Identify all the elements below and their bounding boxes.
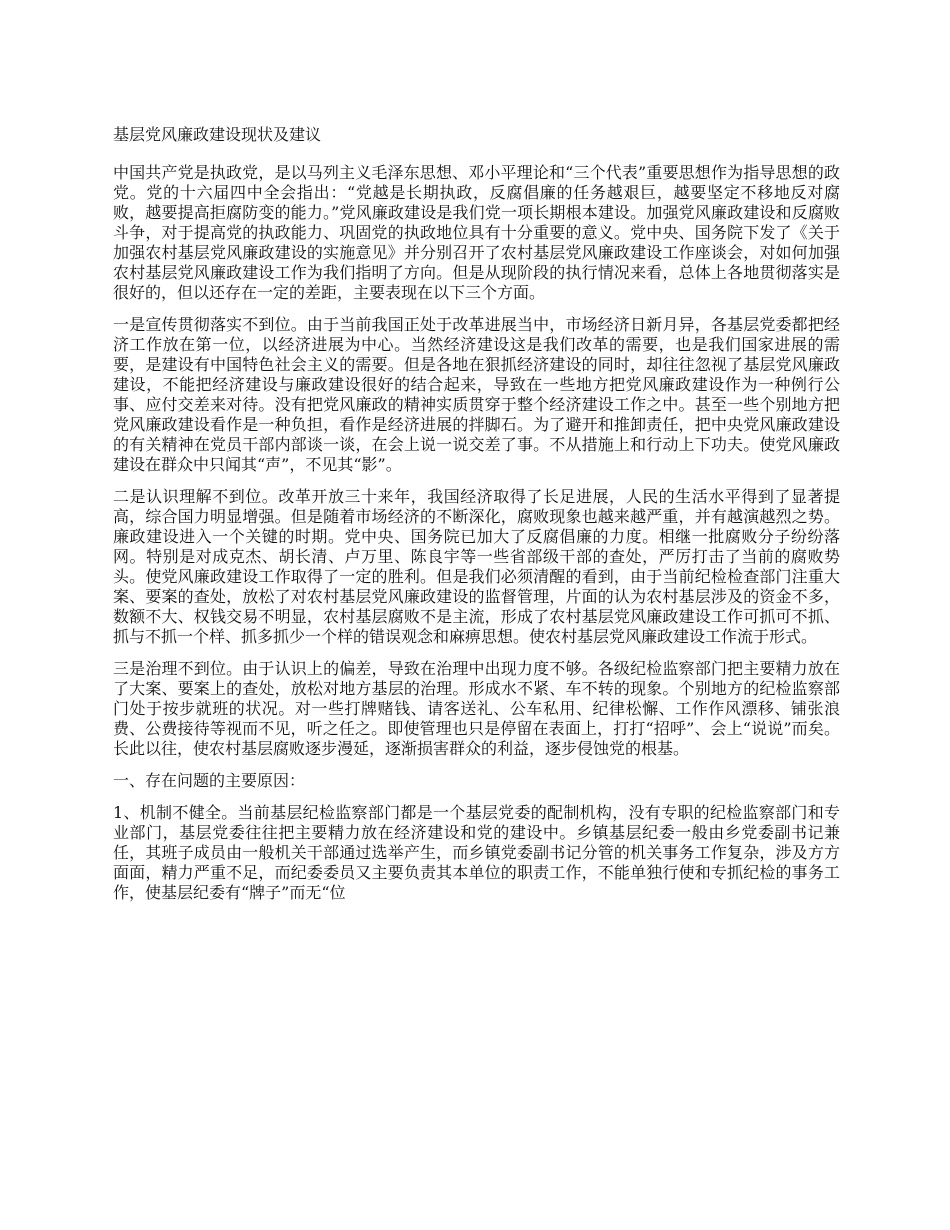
paragraph-point-three: 三是治理不到位。由于认识上的偏差，导致在治理中出现力度不够。各级纪检监察部门把主要精力放在了大案、要案上的查处，放松对地方基层的治理。形成水不紧、车不转的现象。个别地方的纪检监察部门处于按步就班的状况。对一些打牌赌钱、请客送礼、公车私用、纪律松懈、工作作风漂移、铺张浪费、公费接待等视而不见，听之任之。即使管理也只是停留在表面上，打打“招呼”、会上“说说”而矣。长此以往，使农村基层腐败逐步漫延，逐渐损害群众的利益，逐步侵蚀党的根基。 [113, 659, 840, 758]
document-page [113, 125, 840, 915]
document-title: 基层党风廉政建设现状及建议 [113, 125, 322, 144]
section-heading-causes: 一、存在问题的主要原因： [113, 771, 306, 790]
paragraph-point-two: 二是认识理解不到位。改革开放三十来年，我国经济取得了长足进展，人民的生活水平得到了显著提高，综合国力明显增强。但是随着市场经济的不断深化，腐败现象也越来越严重，并有越演越烈之势。廉政建设进入一个关键的时期。党中央、国务院已加大了反腐倡廉的力度。相继一批腐败分子纷纷落网。特别是对成克杰、胡长清、卢万里、陈良宇等一些省部级干部的查处，严厉打击了当前的腐败势头。使党风廉政建设工作取得了一定的胜利。但是我们必须清醒的看到，由于当前纪检检查部门注重大案、要案的查处，放松了对农村基层党风廉政建设的监督管理，片面的认为农村基层涉及的资金不多，数额不大、权钱交易不明显，农村基层腐败不是主流，形成了农村基层党风廉政建设工作可抓可不抓、抓与不抓一个样、抓多抓少一个样的错误观念和麻痹思想。使农村基层党风廉政建设工作流于形式。 [113, 487, 840, 646]
paragraph-cause-one: 1、机制不健全。当前基层纪检监察部门都是一个基层党委的配制机构，没有专职的纪检监察部门和专业部门，基层党委往往把主要精力放在经济建设和党的建设中。乡镇基层纪委一般由乡党委副书记兼任，其班子成员由一般机关干部通过选举产生，而乡镇党委副书记分管的机关事务工作复杂，涉及方方面面，精力严重不足，而纪委委员又主要负责其本单位的职责工作，不能单独行使和专抓纪检的事务工作，使基层纪委有“牌子”而无“位 [113, 803, 840, 902]
paragraph-point-one: 一是宣传贯彻落实不到位。由于当前我国正处于改革进展当中，市场经济日新月异，各基层党委都把经济工作放在第一位，以经济进展为中心。当然经济建设这是我们改革的需要，也是我们国家进展的需要，是建设有中国特色社会主义的需要。但是各地在狠抓经济建设的同时，却往往忽视了基层党风廉政建设，不能把经济建设与廉政建设很好的结合起来，导致在一些地方把党风廉政建设作为一种例行公事、应付交差来对待。没有把党风廉政的精神实质贯穿于整个经济建设工作之中。甚至一些个别地方把党风廉政建设看作是一种负担，看作是经济进展的拌脚石。为了避开和推卸责任，把中央党风廉政建设的有关精神在党员干部内部谈一谈，在会上说一说交差了事。不从措施上和行动上下功夫。使党风廉政建设在群众中只闻其“声”，不见其“影”。 [113, 315, 840, 474]
paragraph-intro: 中国共产党是执政党，是以马列主义毛泽东思想、邓小平理论和“三个代表”重要思想作为指导思想的政党。党的十六届四中全会指出：“党越是长期执政，反腐倡廉的任务越艰巨，越要坚定不移地反对腐败，越要提高拒腐防变的能力。”党风廉政建设是我们党一项长期根本建设。加强党风廉政建设和反腐败斗争，对于提高党的执政能力、巩固党的执政地位具有十分重要的意义。党中央、国务院下发了《关于加强农村基层党风廉政建设的实施意见》并分别召开了农村基层党风廉政建设工作座谈会，对如何加强农村基层党风廉政建设工作为我们指明了方向。但是从现阶段的执行情况来看，总体上各地贯彻落实是很好的，但以还存在一定的差距，主要表现在以下三个方面。 [113, 163, 840, 302]
